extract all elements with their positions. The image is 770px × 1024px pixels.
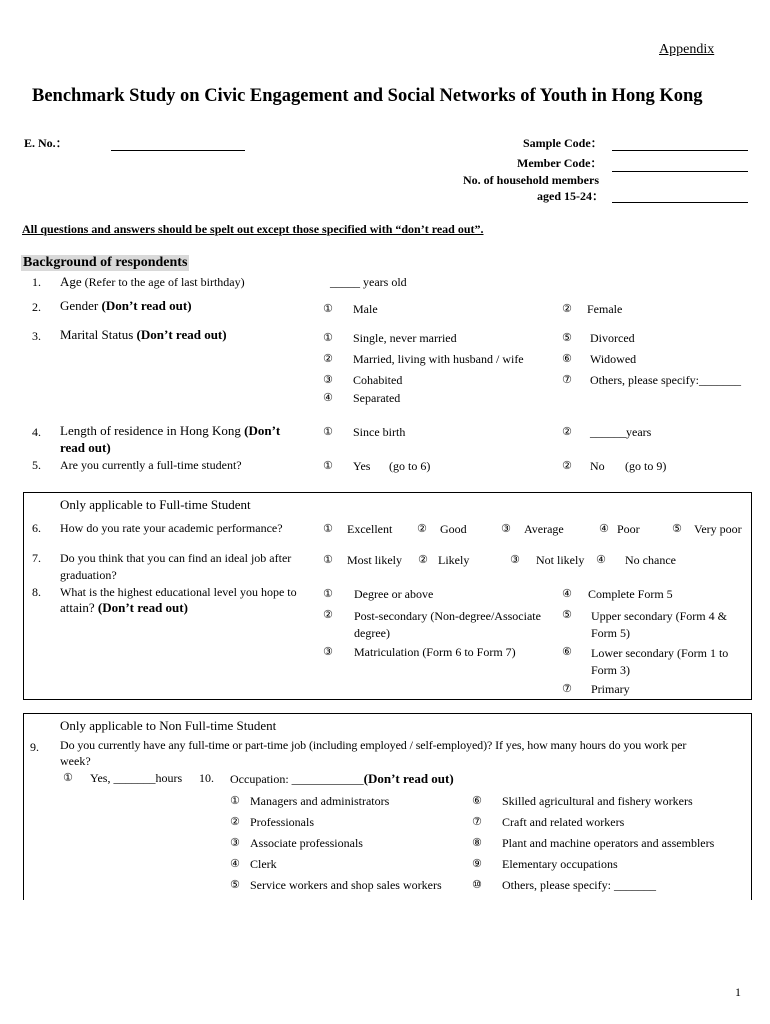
- q10-opt-associate: Associate professionals: [250, 836, 363, 850]
- q3-opt-widowed: Widowed: [590, 352, 637, 366]
- q8-label-line1: What is the highest educational level you hope to: [60, 585, 297, 599]
- q2-circle-2[interactable]: ②: [562, 302, 572, 315]
- q8-circle-6[interactable]: ⑥: [562, 645, 572, 658]
- q8-opt-degree: Degree or above: [354, 587, 434, 601]
- q10-circle-5[interactable]: ⑤: [230, 878, 240, 891]
- q3-circle-5[interactable]: ⑤: [562, 331, 572, 344]
- household-field[interactable]: [612, 202, 748, 203]
- section-title: Background of respondents: [23, 255, 188, 270]
- q8-label-text: attain?: [60, 600, 98, 615]
- q10-opt-craft: Craft and related workers: [502, 815, 625, 829]
- q2-circle-1[interactable]: ①: [323, 302, 333, 315]
- q5-circle-2[interactable]: ②: [562, 459, 572, 472]
- q3-opt-married: Married, living with husband / wife: [353, 352, 524, 366]
- q6-circle-4[interactable]: ④: [599, 522, 609, 535]
- q10-opt-clerk: Clerk: [250, 857, 277, 871]
- q10-circle-3[interactable]: ③: [230, 836, 240, 849]
- q3-number: 3.: [32, 329, 41, 343]
- q9-number: 9.: [30, 740, 39, 754]
- q5-goto-9: (go to 9): [625, 459, 667, 473]
- q8-circle-4[interactable]: ④: [562, 587, 572, 600]
- q6-opt-poor: Poor: [617, 522, 640, 536]
- q7-opt-likely: Likely: [438, 553, 470, 567]
- q10-circle-7[interactable]: ⑦: [472, 815, 482, 828]
- q5-goto-6: (go to 6): [389, 459, 431, 473]
- q4-circle-2[interactable]: ②: [562, 425, 572, 438]
- q10-opt-elementary: Elementary occupations: [502, 857, 618, 871]
- q8-circle-5[interactable]: ⑤: [562, 608, 572, 621]
- q10-circle-2[interactable]: ②: [230, 815, 240, 828]
- q3-dont-read: (Don’t read out): [136, 327, 227, 342]
- q9-label-line1: Do you currently have any full-time or part-time job (including employed / self-employed)? If yes, how many hours do you work per: [60, 738, 687, 752]
- q3-circle-1[interactable]: ①: [323, 331, 333, 344]
- q4-label-text: Length of residence in Hong Kong: [60, 423, 245, 438]
- q3-opt-cohabited: Cohabited: [353, 373, 403, 387]
- q7-opt-no-chance: No chance: [625, 553, 676, 567]
- q10-circle-9[interactable]: ⑨: [472, 857, 482, 870]
- q4-opt-years[interactable]: ______years: [590, 425, 652, 439]
- q10-opt-plant: Plant and machine operators and assemblers: [502, 836, 715, 850]
- q8-dont-read: (Don’t read out): [97, 600, 188, 615]
- member-code-field[interactable]: [612, 171, 748, 172]
- q10-label: [230, 771, 454, 787]
- sample-code-field[interactable]: [612, 150, 748, 151]
- household-label-2: aged 15-24：: [537, 189, 604, 203]
- q3-circle-6[interactable]: ⑥: [562, 352, 572, 365]
- sample-code-label: Sample Code：: [523, 136, 603, 150]
- q10-circle-4[interactable]: ④: [230, 857, 240, 870]
- document-title: Benchmark Study on Civic Engagement and Social Networks of Youth in Hong Kong: [32, 86, 703, 106]
- member-code-label: Member Code：: [517, 156, 603, 170]
- q3-opt-others[interactable]: Others, please specify:_______: [590, 373, 741, 387]
- household-label-1: No. of household members: [463, 173, 600, 187]
- q6-opt-excellent: Excellent: [347, 522, 393, 536]
- q9-opt-yes-hours[interactable]: Yes, _______hours: [90, 771, 183, 785]
- q8-circle-7[interactable]: ⑦: [562, 682, 572, 695]
- q3-circle-2[interactable]: ②: [323, 352, 333, 365]
- q1-number: 1.: [32, 275, 41, 289]
- q2-dont-read: (Don’t read out): [101, 298, 192, 313]
- q8-circle-1[interactable]: ①: [323, 587, 333, 600]
- q7-label-line2: graduation?: [60, 568, 117, 582]
- q8-opt-matriculation: Matriculation (Form 6 to Form 7): [354, 645, 516, 659]
- q6-circle-2[interactable]: ②: [417, 522, 427, 535]
- q1-answer[interactable]: _____ years old: [330, 275, 407, 289]
- q5-label: Are you currently a full-time student?: [60, 458, 242, 472]
- page-number: 1: [735, 985, 741, 999]
- q3-circle-3[interactable]: ③: [323, 373, 333, 386]
- eno-label: E. No.：: [24, 136, 68, 150]
- q1-label-note: (Refer to the age of last birthday): [81, 275, 245, 289]
- q10-opt-managers: Managers and administrators: [250, 794, 390, 808]
- q4-label-line1: [60, 423, 280, 439]
- q2-label-text: Gender: [60, 298, 102, 313]
- q8-opt-primary: Primary: [591, 682, 630, 696]
- q9-label-line2: week?: [60, 754, 91, 768]
- q3-label: [60, 327, 227, 343]
- q10-circle-10[interactable]: ⑩: [472, 878, 482, 891]
- q10-number: 10.: [199, 771, 214, 785]
- q7-circle-1[interactable]: ①: [323, 553, 333, 566]
- q6-circle-5[interactable]: ⑤: [672, 522, 682, 535]
- q7-opt-not-likely: Not likely: [536, 553, 585, 567]
- q7-circle-2[interactable]: ②: [418, 553, 428, 566]
- q5-number: 5.: [32, 458, 41, 472]
- q3-circle-7[interactable]: ⑦: [562, 373, 572, 386]
- q2-opt-male: Male: [353, 302, 378, 316]
- q6-number: 6.: [32, 521, 41, 535]
- q6-opt-average: Average: [524, 522, 564, 536]
- q10-opt-professionals: Professionals: [250, 815, 314, 829]
- q3-opt-divorced: Divorced: [590, 331, 635, 345]
- q10-label-text[interactable]: Occupation: ____________: [230, 772, 364, 786]
- q10-circle-1[interactable]: ①: [230, 794, 240, 807]
- q9-circle-1[interactable]: ①: [63, 771, 73, 784]
- fulltime-heading: Only applicable to Full-time Student: [60, 497, 251, 512]
- q3-opt-single: Single, never married: [353, 331, 457, 345]
- q4-dont-read-1: (Don’t: [244, 423, 281, 438]
- q4-dont-read-2: read out): [60, 440, 111, 455]
- q3-label-text: Marital Status: [60, 327, 137, 342]
- q8-opt-lower-secondary: Lower secondary (Form 1 to Form 3): [591, 646, 729, 677]
- q6-label: How do you rate your academic performance?: [60, 521, 283, 535]
- q4-circle-1[interactable]: ①: [323, 425, 333, 438]
- q1-label-main: Age: [60, 274, 82, 289]
- q8-opt-upper-secondary: Upper secondary (Form 4 & Form 5): [591, 609, 727, 640]
- q4-number: 4.: [32, 425, 41, 439]
- q6-opt-very-poor: Very poor: [694, 522, 742, 536]
- q7-opt-most-likely: Most likely: [347, 553, 403, 567]
- q1-label: [60, 274, 245, 290]
- q2-opt-female: Female: [587, 302, 623, 316]
- q8-label-line2: [60, 600, 188, 616]
- q10-circle-8[interactable]: ⑧: [472, 836, 482, 849]
- q2-label: [60, 298, 192, 314]
- q3-opt-separated: Separated: [353, 391, 401, 405]
- q4-opt-since-birth: Since birth: [353, 425, 406, 439]
- q6-circle-3[interactable]: ③: [501, 522, 511, 535]
- q7-number: 7.: [32, 551, 41, 565]
- q10-circle-6[interactable]: ⑥: [472, 794, 482, 807]
- instruction-text: All questions and answers should be spelt out except those specified with “don’t read out”.: [22, 222, 484, 236]
- q5-opt-no: No: [590, 459, 605, 473]
- eno-field[interactable]: [111, 150, 245, 151]
- q6-opt-good: Good: [440, 522, 467, 536]
- q7-circle-4[interactable]: ④: [596, 553, 606, 566]
- q8-opt-form5: Complete Form 5: [588, 587, 673, 601]
- q2-number: 2.: [32, 300, 41, 314]
- q3-circle-4[interactable]: ④: [323, 391, 333, 404]
- q7-label-line1: Do you think that you can find an ideal job after: [60, 551, 292, 565]
- q10-dont-read: (Don’t read out): [363, 771, 454, 786]
- q8-opt-post-secondary: Post-secondary (Non-degree/Associate degree): [354, 609, 541, 640]
- q8-circle-2[interactable]: ②: [323, 608, 333, 621]
- q6-circle-1[interactable]: ①: [323, 522, 333, 535]
- q5-circle-1[interactable]: ①: [323, 459, 333, 472]
- q8-number: 8.: [32, 585, 41, 599]
- q10-opt-skilled-agri: Skilled agricultural and fishery workers: [502, 794, 693, 808]
- q10-opt-others[interactable]: Others, please specify: _______: [502, 878, 656, 892]
- non-fulltime-heading: Only applicable to Non Full-time Student: [60, 718, 277, 733]
- q8-circle-3[interactable]: ③: [323, 645, 333, 658]
- appendix-label: Appendix: [659, 42, 715, 57]
- q10-opt-service: Service workers and shop sales workers: [250, 878, 442, 892]
- q7-circle-3[interactable]: ③: [510, 553, 520, 566]
- q5-opt-yes: Yes: [353, 459, 371, 473]
